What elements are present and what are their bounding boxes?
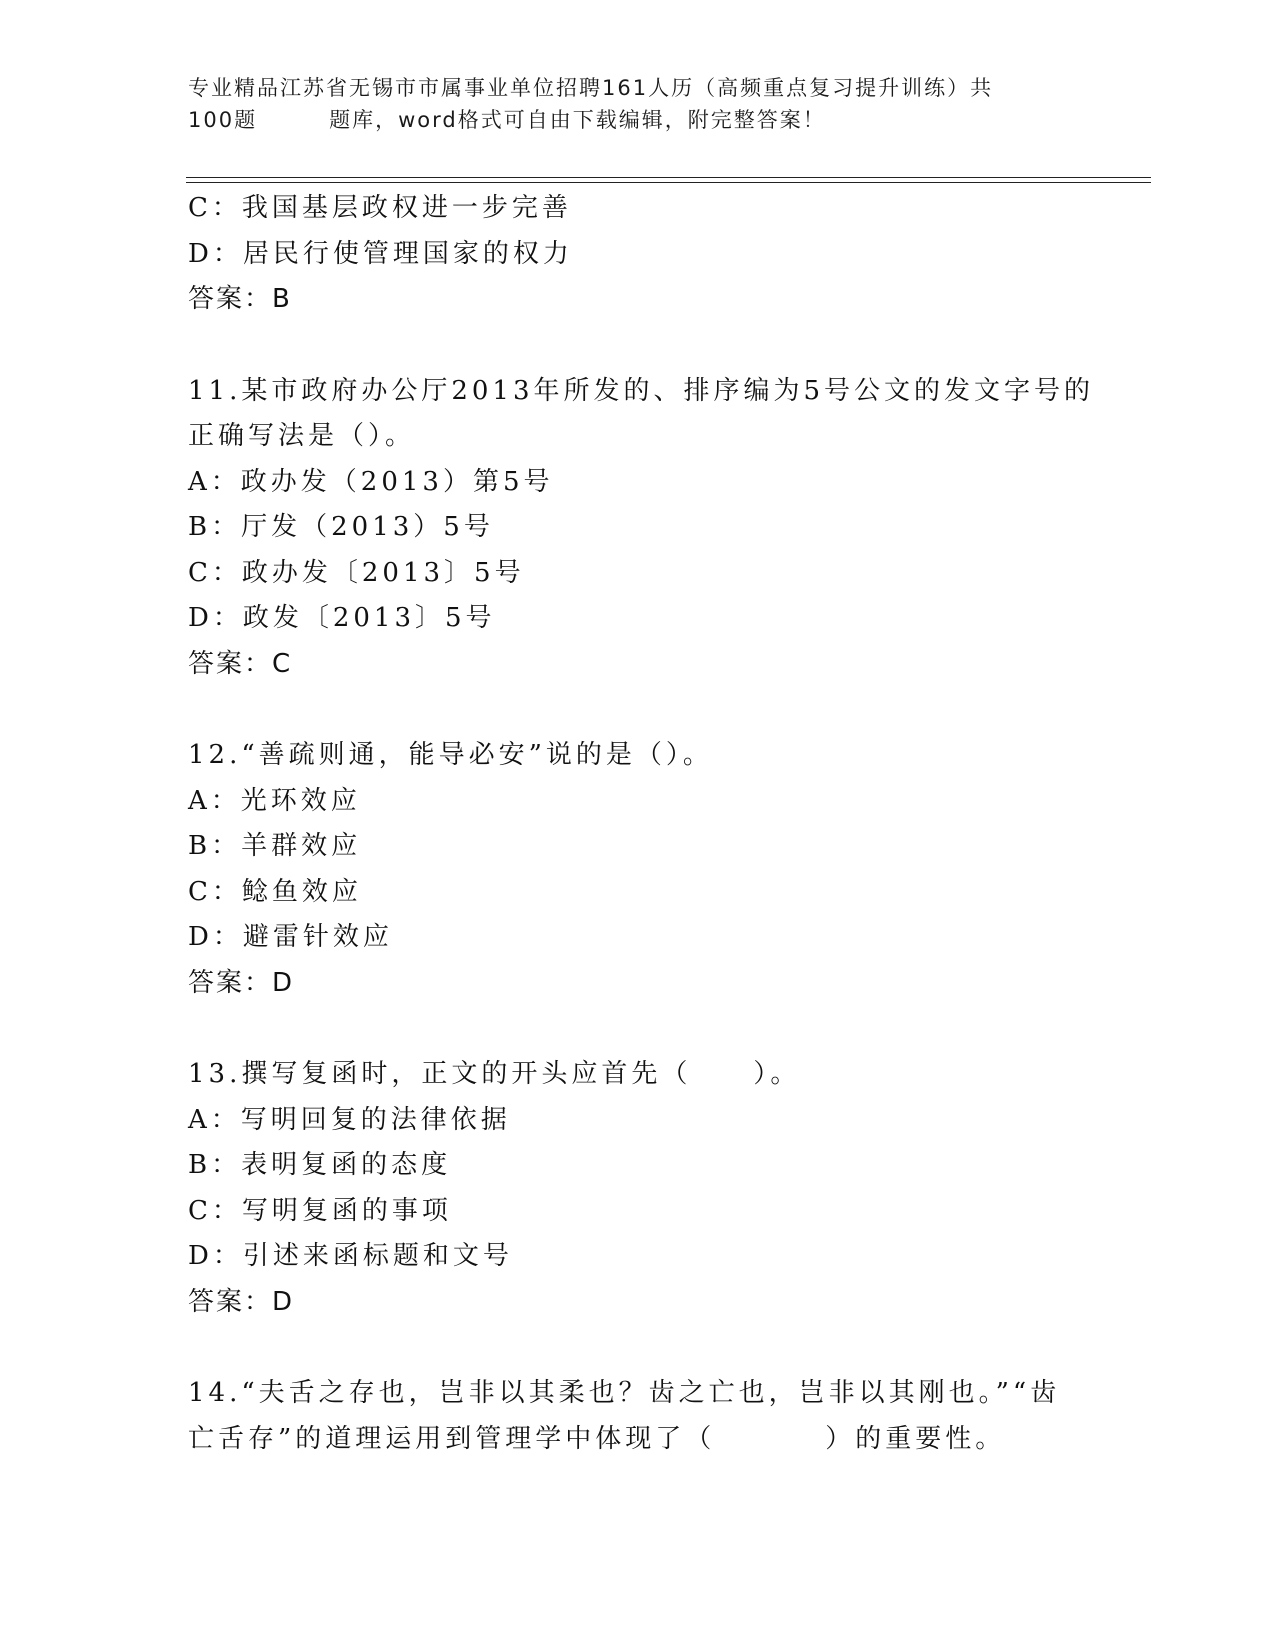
header-divider-bottom: [186, 182, 1151, 183]
option-c: C：鲶鱼效应: [188, 876, 362, 907]
header-description: 题库，word格式可自由下载编辑，附完整答案！: [329, 108, 826, 132]
header-title-line2: [188, 104, 1088, 136]
option-a: A：光环效应: [188, 785, 361, 816]
answer: 答案：D: [188, 1286, 295, 1317]
question-10-fragment: [188, 186, 1088, 323]
question-stem-continued: 正确写法是（）。: [188, 421, 416, 451]
question-stem: 12.“善疏则通，能导必安”说的是（）。: [188, 740, 713, 770]
question-stem: 14.“夫舌之存也，岂非以其柔也？齿之亡也，岂非以其刚也。”“齿: [188, 1378, 1061, 1408]
question-14: [188, 1371, 1088, 1462]
document-header: [188, 72, 1088, 136]
option-b: B：羊群效应: [188, 831, 362, 861]
answer: 答案：D: [188, 967, 295, 998]
answer: 答案：C: [188, 648, 293, 679]
option-d: D：引述来函标题和文号: [188, 1241, 513, 1271]
option-d: D：居民行使管理国家的权力: [188, 238, 573, 269]
header-divider-top: [186, 177, 1151, 178]
question-11: [188, 369, 1095, 688]
option-a: A：政办发（2013）第5号: [188, 466, 554, 497]
option-d: D：政发〔2013〕5号: [188, 603, 496, 633]
question-stem: 11.某市政府办公厅2013年所发的、排序编为5号公文的发文字号的: [188, 375, 1095, 406]
question-12: [188, 733, 1088, 1006]
option-c: C：政办发〔2013〕5号: [188, 557, 525, 588]
option-b: B：表明复函的态度: [188, 1150, 452, 1180]
question-13: [188, 1052, 1088, 1325]
option-c: C：我国基层政权进一步完善: [188, 193, 572, 223]
question-list: [188, 186, 1095, 1462]
question-stem: 13.撰写复函时，正文的开头应首先（ ）。: [188, 1059, 801, 1089]
option-c: C：写明复函的事项: [188, 1195, 452, 1226]
option-b: B：厅发（2013）5号: [188, 512, 494, 542]
option-a: A：写明回复的法律依据: [188, 1104, 511, 1135]
header-question-count: 100题: [188, 108, 258, 132]
question-stem-continued: 亡舌存”的道理运用到管理学中体现了（ ）的重要性。: [188, 1423, 1006, 1454]
header-title-line1: 专业精品江苏省无锡市市属事业单位招聘161人历（高频重点复习提升训练）共: [188, 76, 994, 100]
option-d: D：避雷针效应: [188, 922, 393, 952]
answer: 答案：B: [188, 284, 292, 314]
